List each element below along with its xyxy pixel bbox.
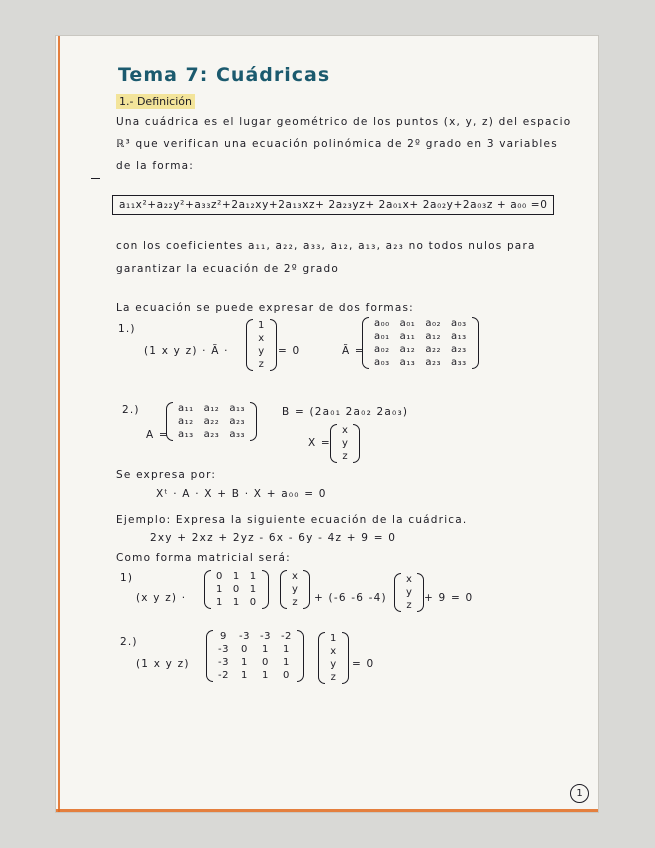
a-matrix bbox=[166, 402, 257, 441]
matrix-cell: a₁₁ bbox=[178, 403, 194, 414]
matrix-cell: 1 bbox=[283, 644, 290, 655]
matrix-cell: a₁₁ bbox=[399, 331, 416, 342]
form1-column-vector bbox=[246, 319, 277, 371]
matrix-cell: -2 bbox=[218, 670, 229, 681]
matrix-cell: a₀₃ bbox=[450, 318, 467, 329]
matricial-intro: Como forma matricial será: bbox=[116, 552, 291, 564]
matrix-cell: a₂₃ bbox=[229, 416, 245, 427]
vector-entry: y bbox=[258, 346, 265, 357]
matrix-cell: 0 bbox=[249, 597, 257, 608]
definition-line: Una cuádrica es el lugar geométrico de los puntos (x, y, z) del espacio bbox=[116, 116, 572, 128]
matrix-cell: a₃₃ bbox=[450, 357, 467, 368]
general-equation: a₁₁x²+a₂₂y²+a₃₃z²+2a₁₂xy+2a₁₃xz+ 2a₂₃yz+ 2a₀₁x+ 2a₀₂y+2a₀₃z + a₀₀ =0 bbox=[112, 195, 554, 215]
matrix-cell: a₁₃ bbox=[229, 403, 245, 414]
matrix-cell: 1 bbox=[262, 644, 269, 655]
vector-entry: x bbox=[342, 425, 349, 436]
example1-vector bbox=[280, 570, 310, 609]
page-title: Tema 7: Cuádricas bbox=[118, 64, 331, 86]
forms-intro: La ecuación se puede expresar de dos formas: bbox=[116, 302, 414, 314]
form1-label: 1.) bbox=[118, 323, 136, 335]
matrix-cell: a₀₀ bbox=[374, 318, 390, 329]
matrix-cell: -2 bbox=[280, 631, 292, 642]
vector-entry: 1 bbox=[330, 633, 337, 644]
vector-entry: x bbox=[330, 646, 337, 657]
matrix-cell: a₀₃ bbox=[374, 357, 390, 368]
x-vector bbox=[330, 424, 360, 463]
matrix-cell: 0 bbox=[283, 670, 290, 681]
matrix-cell: 1 bbox=[249, 584, 257, 595]
matrix-cell: a₀₁ bbox=[399, 318, 416, 329]
matrix-cell: a₀₂ bbox=[374, 344, 390, 355]
matrix-cell: 1 bbox=[262, 670, 269, 681]
matrix-cell: 1 bbox=[216, 597, 223, 608]
expressed-as: Se expresa por: bbox=[116, 469, 217, 481]
vector-entry: y bbox=[406, 587, 413, 598]
atilde-matrix bbox=[362, 317, 479, 369]
matrix-cell: a₂₃ bbox=[450, 344, 467, 355]
section-heading: 1.- Definición bbox=[116, 94, 195, 109]
page-number: 1 bbox=[570, 784, 589, 803]
coefficients-line: con los coeficientes a₁₁, a₂₂, a₃₃, a₁₂, a₁₃, a₂₃ no todos nulos para bbox=[116, 240, 536, 252]
margin-line bbox=[58, 36, 60, 812]
matrix-cell: 1 bbox=[241, 657, 248, 668]
matrix-cell: a₃₃ bbox=[229, 429, 245, 440]
margin-dash bbox=[91, 178, 100, 179]
matrix-cell: a₁₃ bbox=[178, 429, 194, 440]
example1-b-part: + (-6 -6 -4) bbox=[314, 592, 387, 604]
vector-entry: 1 bbox=[258, 320, 265, 331]
matrix-cell: -3 bbox=[238, 631, 250, 642]
matrix-cell: 1 bbox=[249, 571, 257, 582]
vector-entry: x bbox=[406, 574, 413, 585]
matrix-cell: a₁₂ bbox=[203, 403, 220, 414]
matrix-cell: a₁₂ bbox=[425, 331, 441, 342]
example1-matrix bbox=[204, 570, 269, 609]
vector-entry: y bbox=[330, 659, 337, 670]
matrix-cell: a₂₂ bbox=[203, 416, 220, 427]
matrix-cell: a₂₃ bbox=[203, 429, 220, 440]
matrix-cell: 1 bbox=[283, 657, 290, 668]
matrix-cell: a₀₂ bbox=[425, 318, 441, 329]
matrix-equation: Xᵗ · A · X + B · X + a₀₀ = 0 bbox=[156, 488, 327, 500]
matrix-cell: -3 bbox=[259, 631, 271, 642]
example1-vector2 bbox=[394, 573, 424, 612]
a-matrix-label: A = bbox=[146, 429, 169, 441]
notebook-page bbox=[56, 36, 598, 812]
matrix-cell: 0 bbox=[232, 584, 240, 595]
vector-entry: z bbox=[342, 451, 349, 462]
example2-matrix bbox=[206, 630, 304, 682]
bottom-line bbox=[56, 809, 598, 812]
vector-entry: x bbox=[292, 571, 299, 582]
vector-entry: z bbox=[292, 597, 299, 608]
example2-prefix: (1 x y z) bbox=[136, 658, 190, 670]
b-definition: B = (2a₀₁ 2a₀₂ 2a₀₃) bbox=[282, 406, 409, 418]
form1-expression: (1 x y z) · Ã · bbox=[144, 345, 229, 357]
example-equation: 2xy + 2xz + 2yz - 6x - 6y - 4z + 9 = 0 bbox=[150, 532, 397, 544]
example1-suffix: + 9 = 0 bbox=[424, 592, 474, 604]
example2-vector bbox=[318, 632, 349, 684]
definition-line: de la forma: bbox=[116, 160, 195, 172]
matrix-cell: a₁₃ bbox=[450, 331, 467, 342]
x-vector-label: X = bbox=[308, 437, 331, 449]
matrix-cell: 1 bbox=[232, 597, 240, 608]
definition-line: ℝ³ que verifican una ecuación polinómica de 2º grado en 3 variables bbox=[116, 138, 558, 150]
form1-equals: = 0 bbox=[278, 345, 301, 357]
example-title: Ejemplo: Expresa la siguiente ecuación de la cuádrica. bbox=[116, 514, 468, 526]
vector-entry: y bbox=[342, 438, 349, 449]
matrix-cell: 0 bbox=[241, 644, 248, 655]
matrix-cell: 9 bbox=[220, 631, 227, 642]
matrix-cell: -3 bbox=[218, 657, 229, 668]
atilde-label: Ã = bbox=[342, 345, 365, 357]
example2-suffix: = 0 bbox=[352, 658, 375, 670]
matrix-cell: a₂₂ bbox=[425, 344, 441, 355]
example2-label: 2.) bbox=[120, 636, 138, 648]
vector-entry: x bbox=[258, 333, 265, 344]
vector-entry: z bbox=[258, 359, 265, 370]
matrix-cell: a₂₃ bbox=[425, 357, 441, 368]
matrix-cell: -3 bbox=[218, 644, 229, 655]
example1-label: 1) bbox=[120, 572, 134, 584]
matrix-cell: a₁₂ bbox=[399, 344, 416, 355]
matrix-cell: 1 bbox=[216, 584, 223, 595]
matrix-cell: a₁₃ bbox=[399, 357, 416, 368]
matrix-cell: 0 bbox=[216, 571, 223, 582]
form2-label: 2.) bbox=[122, 404, 140, 416]
matrix-cell: 1 bbox=[241, 670, 248, 681]
example1-prefix: (x y z) · bbox=[136, 592, 187, 604]
coefficients-line: garantizar la ecuación de 2º grado bbox=[116, 263, 339, 275]
matrix-cell: 1 bbox=[232, 571, 240, 582]
vector-entry: z bbox=[406, 600, 413, 611]
matrix-cell: a₀₁ bbox=[374, 331, 390, 342]
vector-entry: z bbox=[330, 672, 337, 683]
matrix-cell: a₁₂ bbox=[178, 416, 194, 427]
matrix-cell: 0 bbox=[262, 657, 269, 668]
vector-entry: y bbox=[292, 584, 299, 595]
